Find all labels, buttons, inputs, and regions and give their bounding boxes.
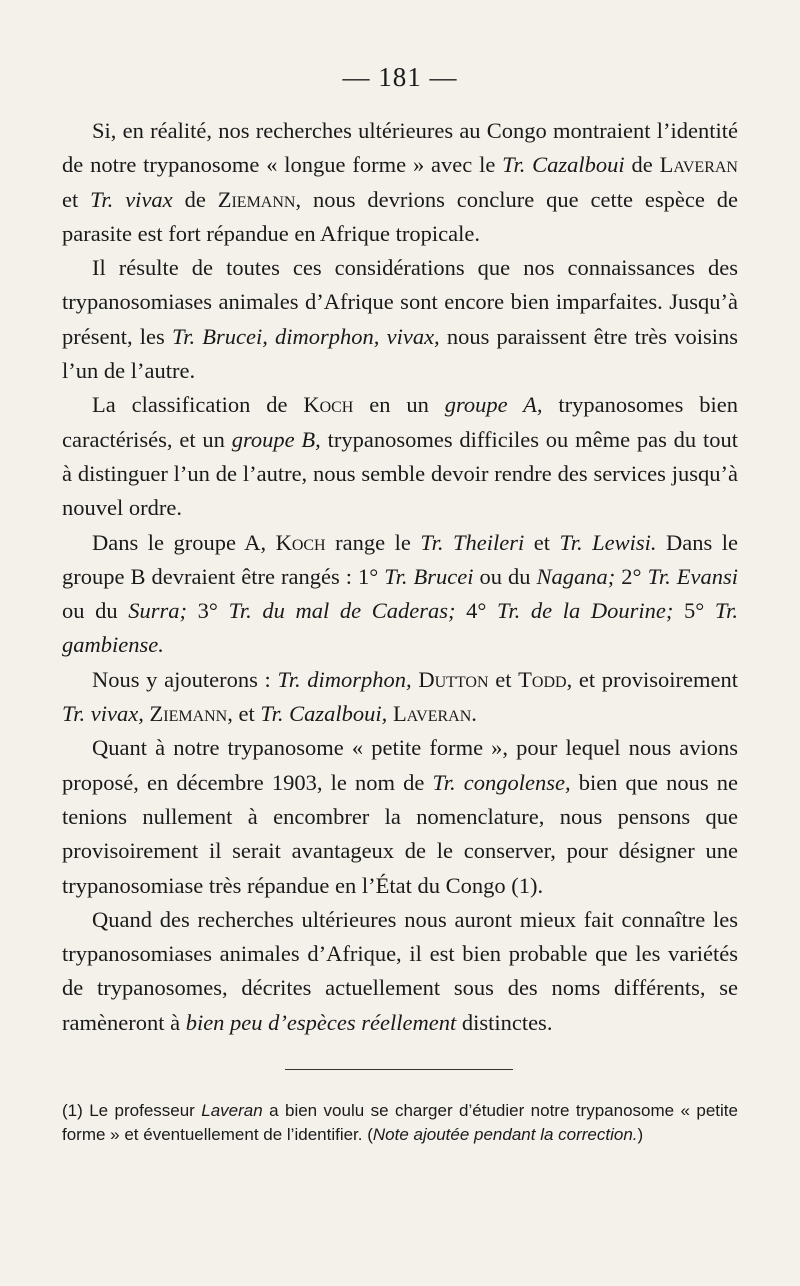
footnote-divider: [285, 1069, 513, 1070]
text-run: trypanosomes difficiles ou même pas du tout à distinguer l’un de l’autre, nous semble devoir rendre des services jusqu’à nouvel ordre.: [62, 426, 738, 521]
author-name: Koch: [303, 392, 354, 418]
author-name: Ziemann: [149, 701, 228, 727]
species-name: Tr. gambiense.: [62, 598, 739, 658]
text-run: en un: [353, 392, 445, 418]
author-name: Laveran: [392, 701, 472, 727]
text-run: ): [637, 1125, 644, 1144]
author-name: Dutton: [418, 666, 489, 692]
text-run: Dans le groupe A,: [92, 529, 276, 555]
species-name: Tr. du mal de Caderas;: [228, 598, 456, 624]
species-name: Tr. Cazalboui,: [260, 701, 388, 727]
disease-name: Nagana;: [536, 563, 616, 589]
text-run: 4°: [455, 598, 498, 624]
group-name: groupe A,: [444, 392, 543, 418]
text-run: de: [624, 152, 660, 178]
page-number: — 181 —: [342, 62, 458, 92]
author-name: Laveran: [201, 1101, 263, 1120]
text-run: distinctes.: [456, 1009, 553, 1035]
text-run: Quand des recherches ultérieures nous auront mieux fait connaître les trypanosomiases animales d’Afrique, il est bien probable que les variétés de trypanosomes, décrites actuellement sous des noms différents, se ramèneront à: [62, 906, 738, 1035]
species-name: Tr. dimorphon,: [277, 666, 412, 692]
text-run: range le: [325, 529, 421, 555]
author-name: Koch: [275, 529, 326, 555]
species-name: Tr. Cazalboui: [502, 152, 625, 178]
species-name: Tr. Lewisi.: [559, 529, 657, 555]
species-name: Tr. Brucei, dimorphon, vivax,: [171, 323, 440, 349]
species-name: Tr. Evansi: [647, 563, 738, 589]
text-run: trypanosomes bien caractérisés, et un: [62, 392, 738, 452]
editor-note: Note ajoutée pendant la correction.: [372, 1125, 638, 1144]
author-name: Laveran: [659, 152, 738, 178]
author-name: Ziemann: [217, 186, 296, 212]
text-run: a bien voulu se charger d’étudier notre trypanosome « petite forme » et éventuellement de l’identifier. (: [62, 1101, 738, 1144]
text-run: de: [172, 186, 218, 212]
group-name: groupe B,: [231, 426, 321, 452]
species-name: Tr. vivax: [90, 186, 173, 212]
text-run: 3°: [187, 598, 229, 624]
text-run: ou du: [473, 563, 537, 589]
text-run: 5°: [673, 598, 715, 624]
disease-name: Surra;: [128, 598, 188, 624]
author-name: Todd: [518, 666, 567, 692]
text-run: ou du: [62, 598, 129, 624]
species-name: Tr. Brucei: [384, 563, 474, 589]
paragraph-6: [62, 731, 738, 902]
species-name: Tr. de la Dourine;: [497, 598, 674, 624]
paragraph-1: [62, 114, 738, 251]
footnote: [62, 1099, 738, 1147]
text-run: 2°: [615, 563, 648, 589]
text-run: Nous y ajouterons :: [92, 666, 278, 692]
text-run: et: [62, 186, 91, 212]
text-run: Il résulte de toutes ces considérations que nos connaissances des trypanosomiases animales d’Afrique sont encore bien imparfaites. Jusqu’à présent, les: [62, 255, 738, 349]
paragraph-2: [62, 251, 738, 388]
text-run: Si, en réalité, nos recherches ultérieures au Congo montraient l’identité de notre trypanosome « longue forme » avec le: [62, 118, 738, 178]
species-name: Tr. congolense,: [432, 769, 571, 795]
text-run: nous paraissent être très voisins l’un de l’autre.: [62, 323, 738, 384]
main-text: [62, 114, 738, 1040]
paragraph-7: [62, 903, 738, 1040]
species-name: Tr. vivax,: [62, 701, 144, 727]
text-run: (1) Le professeur: [62, 1101, 202, 1120]
paragraph-3: [62, 388, 738, 525]
text-run: Quant à notre trypanosome « petite forme », pour lequel nous avions proposé, en décembre 1903, le nom de: [62, 735, 738, 795]
species-name: Tr. Theileri: [420, 529, 525, 555]
text-run: bien que nous ne tenions nullement à encombrer la nomenclature, nous pensons que provisoirement il serait avantageux de le conserver, pour désigner une trypanosomiase très répandue en l’État du Congo (1).: [62, 769, 739, 898]
paragraph-4: [62, 526, 738, 663]
text-run: , et: [227, 701, 261, 727]
text-run: , et provisoirement: [566, 666, 739, 692]
paragraph-5: [62, 663, 738, 732]
text-run: et: [524, 529, 560, 555]
text-run: La classification de: [92, 392, 304, 418]
text-run: , nous devrions conclure que cette espèce de parasite est fort répandue en Afrique tropicale.: [62, 186, 738, 246]
text-run: Dans le groupe B devraient être rangés : 1°: [62, 529, 738, 589]
footnote-text: [62, 1099, 738, 1147]
emphasis: bien peu d’espèces réellement: [185, 1009, 457, 1035]
text-run: et: [488, 666, 519, 692]
text-run: .: [471, 701, 477, 727]
